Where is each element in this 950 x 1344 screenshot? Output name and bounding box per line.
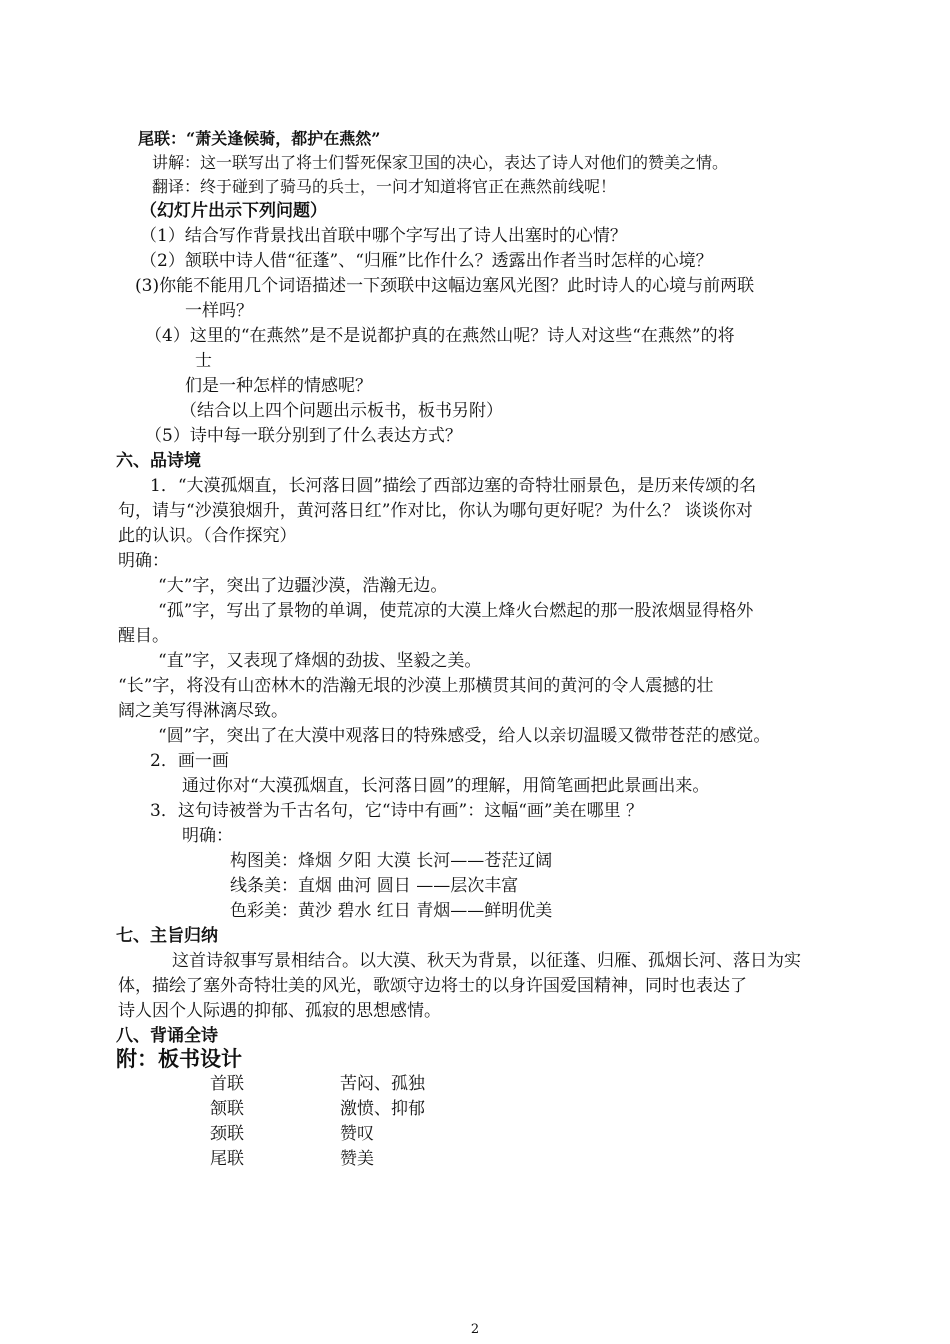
page-number: 2 xyxy=(470,1322,480,1337)
board-mood: 激愤、抑郁 xyxy=(340,1099,425,1119)
board-row xyxy=(210,1122,374,1146)
tail-couplet-title: 尾联：“萧关逢候骑，都护在燕然” xyxy=(138,129,381,148)
s6-gu-line1: “孤”字，写出了景物的单调，使荒凉的大漠上烽火台燃起的那一股浓烟显得格外 xyxy=(158,601,754,621)
board-row xyxy=(210,1072,425,1096)
s6-gu-line2: 醒目。 xyxy=(118,626,169,646)
slides-header: （幻灯片出示下列问题） xyxy=(140,201,327,221)
line-beauty: 线条美：直烟 曲河 圆日 ——层次丰富 xyxy=(230,876,519,896)
s7-body-line1: 这首诗叙事写景相结合。以大漠、秋天为背景，以征蓬、归雁、孤烟长河、落日为实 xyxy=(172,951,801,971)
section-6-heading: 六、品诗境 xyxy=(116,451,201,471)
board-couplet: 颈联 xyxy=(210,1124,244,1144)
board-mood: 赞美 xyxy=(340,1149,374,1169)
tail-couplet-translation: 翻译：终于碰到了骑马的兵士，一问才知道将官正在燕然前线呢！ xyxy=(152,177,617,196)
s6-item1-line2: 句，请与“沙漠狼烟升，黄河落日红”作对比，你认为哪句更好呢？为什么？ 谈谈你对 xyxy=(118,501,753,521)
s6-zhi: “直”字，又表现了烽烟的劲拔、坚毅之美。 xyxy=(158,651,482,671)
section-8-heading: 八、背诵全诗 xyxy=(116,1026,218,1046)
question-4-line1: （4）这里的“在燕然”是不是说都护真的在燕然山呢？诗人对这些“在燕然”的将 xyxy=(145,326,735,346)
question-2: （2）颔联中诗人借“征蓬”、“归雁”比作什么？透露出作者当时怎样的心境？ xyxy=(140,251,713,271)
board-couplet: 尾联 xyxy=(210,1149,244,1169)
question-5: （5）诗中每一联分别到了什么表达方式？ xyxy=(145,426,462,446)
s6-yuan: “圆”字，突出了在大漠中观落日的特殊感受，给人以亲切温暖又微带苍茫的感觉。 xyxy=(158,726,771,746)
s7-body-line3: 诗人因个人际遇的抑郁、孤寂的思想感情。 xyxy=(118,1001,441,1021)
color-beauty: 色彩美：黄沙 碧水 红日 青烟——鲜明优美 xyxy=(230,901,553,921)
board-couplet: 颔联 xyxy=(210,1099,244,1119)
board-mood: 赞叹 xyxy=(340,1124,374,1144)
board-design-heading: 附：板书设计 xyxy=(116,1047,242,1071)
s6-item2-heading: 2．画一画 xyxy=(150,751,229,771)
s6-mingque-2: 明确： xyxy=(182,826,233,846)
section-7-heading: 七、主旨归纳 xyxy=(116,926,218,946)
question-4-line3: 们是一种怎样的情感呢？ xyxy=(185,376,372,396)
tail-couplet-explanation: 讲解：这一联写出了将士们誓死保家卫国的决心，表达了诗人对他们的赞美之情。 xyxy=(152,153,729,172)
s6-item3-heading: 3．这句诗被誉为千古名句，它“诗中有画”：这幅“画”美在哪里 ？ xyxy=(150,801,643,821)
s6-item2-body: 通过你对“大漠孤烟直，长河落日圆”的理解，用简笔画把此景画出来。 xyxy=(182,776,710,796)
board-note: （结合以上四个问题出示板书，板书另附） xyxy=(180,401,503,421)
s6-da: “大”字，突出了边疆沙漠，浩瀚无边。 xyxy=(158,576,448,596)
composition-beauty: 构图美：烽烟 夕阳 大漠 长河——苍茫辽阔 xyxy=(230,851,553,871)
s7-body-line2: 体，描绘了塞外奇特壮美的风光，歌颂守边将士的以身许国爱国精神，同时也表达了 xyxy=(118,976,747,996)
s6-mingque: 明确： xyxy=(118,551,169,571)
s6-chang-line1: “长”字，将没有山峦林木的浩瀚无垠的沙漠上那横贯其间的黄河的令人震撼的壮 xyxy=(118,676,714,696)
s6-chang-line2: 阔之美写得淋漓尽致。 xyxy=(118,701,288,721)
question-1: （1）结合写作背景找出首联中哪个字写出了诗人出塞时的心情？ xyxy=(140,226,627,246)
s6-item1-line3: 此的认识。（合作探究） xyxy=(118,526,297,546)
board-row xyxy=(210,1097,425,1121)
question-4-line2: 士 xyxy=(195,351,212,371)
board-mood: 苦闷、孤独 xyxy=(340,1074,425,1094)
board-couplet: 首联 xyxy=(210,1074,244,1094)
question-3-line2: 一样吗？ xyxy=(185,301,253,321)
board-row xyxy=(210,1147,374,1171)
question-3-line1: (3)你能不能用几个词语描述一下颈联中这幅边塞风光图？此时诗人的心境与前两联 xyxy=(135,276,755,296)
s6-item1-line1: 1．“大漠孤烟直，长河落日圆”描绘了西部边塞的奇特壮丽景色，是历来传颂的名 xyxy=(150,476,757,496)
